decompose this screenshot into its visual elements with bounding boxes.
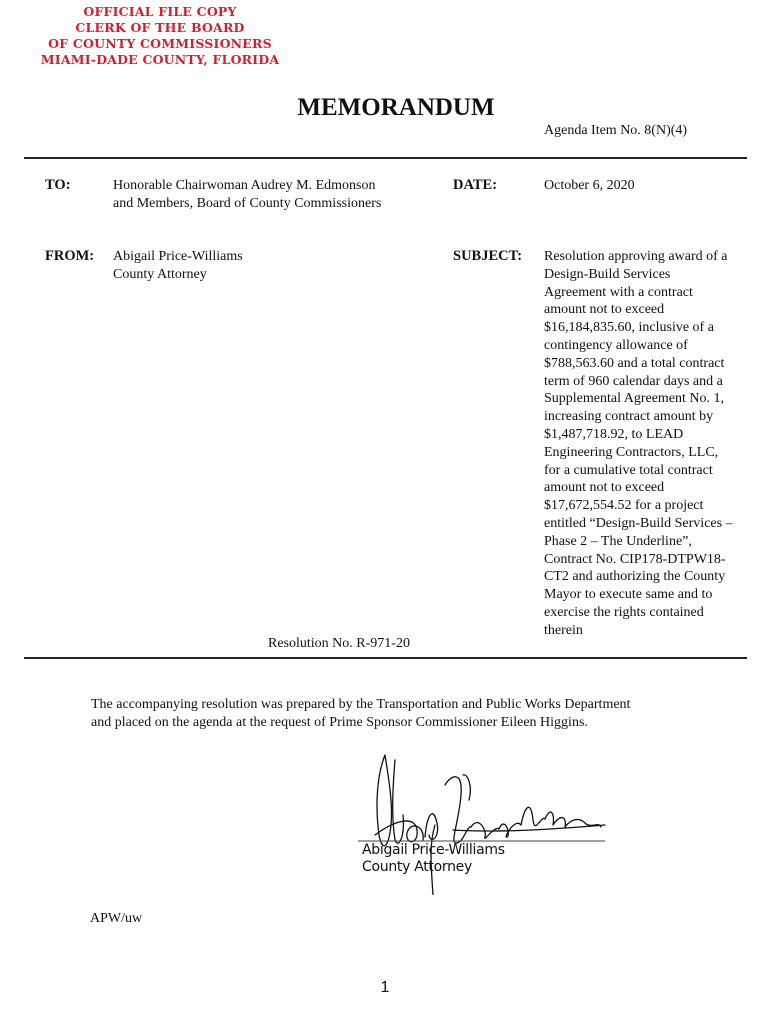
stamp-line: CLERK OF THE BOARD <box>75 20 245 35</box>
body-paragraph <box>91 696 731 732</box>
subject-line: $788,563.60 and a total contract <box>544 355 725 371</box>
official-file-copy-stamp <box>40 4 280 68</box>
subject-line: $1,487,718.92, to LEAD <box>544 426 684 442</box>
subject-line: exercise the rights contained <box>544 604 704 620</box>
to-recipient <box>113 177 381 213</box>
subject-label: SUBJECT: <box>453 248 523 264</box>
subject-line: Engineering Contractors, LLC, <box>544 444 719 460</box>
subject-line: $16,184,835.60, inclusive of a <box>544 320 714 336</box>
date-label: DATE: <box>453 177 498 193</box>
subject-line: amount not to exceed <box>544 302 665 318</box>
page-number: 1 <box>380 979 390 996</box>
subject-line: CT2 and authorizing the County <box>544 569 726 585</box>
subject-line: Supplemental Agreement No. 1, <box>544 391 725 407</box>
subject-line: Agreement with a contract <box>544 284 693 300</box>
subject-line: contingency allowance of <box>544 337 688 353</box>
date-value: October 6, 2020 <box>544 178 635 193</box>
stamp-line: OF COUNTY COMMISSIONERS <box>48 36 272 51</box>
subject-line: term of 960 calendar days and a <box>544 373 723 389</box>
from-line: County Attorney <box>113 266 207 282</box>
agenda-item-number: Agenda Item No. 8(N)(4) <box>544 123 688 138</box>
to-line: Honorable Chairwoman Audrey M. Edmonson <box>113 178 376 193</box>
subject-line: therein <box>544 622 583 638</box>
stamp-line: OFFICIAL FILE COPY <box>83 4 237 19</box>
subject-line: amount not to exceed <box>544 480 665 496</box>
to-label: TO: <box>45 177 71 193</box>
subject-text <box>544 248 764 640</box>
from-line: Abigail Price-Williams <box>113 249 243 264</box>
top-divider <box>24 157 747 159</box>
subject-line: Mayor to execute same and to <box>544 587 713 603</box>
subject-line: entitled “Design-Build Services – <box>544 515 733 531</box>
resolution-number: Resolution No. R-971-20 <box>268 636 410 651</box>
bottom-divider <box>24 657 747 659</box>
subject-line: Contract No. CIP178-DTPW18- <box>544 551 726 567</box>
from-sender <box>113 248 243 284</box>
typist-initials: APW/uw <box>90 911 143 926</box>
subject-line: increasing contract amount by <box>544 409 714 425</box>
subject-line: Resolution approving award of a <box>544 249 728 264</box>
subject-line: for a cumulative total contract <box>544 462 713 478</box>
stamp-line: MIAMI-DADE COUNTY, FLORIDA <box>40 52 280 67</box>
from-label: FROM: <box>45 248 95 264</box>
to-line: and Members, Board of County Commissioners <box>113 195 382 211</box>
signer-title: County Attorney <box>362 859 472 875</box>
body-line: The accompanying resolution was prepared by the Transportation and Public Works Department <box>91 697 631 712</box>
signer-name: Abigail Price-Williams <box>362 842 505 858</box>
subject-line: Phase 2 – The Underline”, <box>544 533 692 549</box>
memo-title: MEMORANDUM <box>297 94 495 121</box>
subject-line: Design-Build Services <box>544 266 671 282</box>
subject-line: $17,672,554.52 for a project <box>544 498 704 514</box>
body-line: and placed on the agenda at the request of Prime Sponsor Commissioner Eileen Higgins. <box>91 715 588 730</box>
